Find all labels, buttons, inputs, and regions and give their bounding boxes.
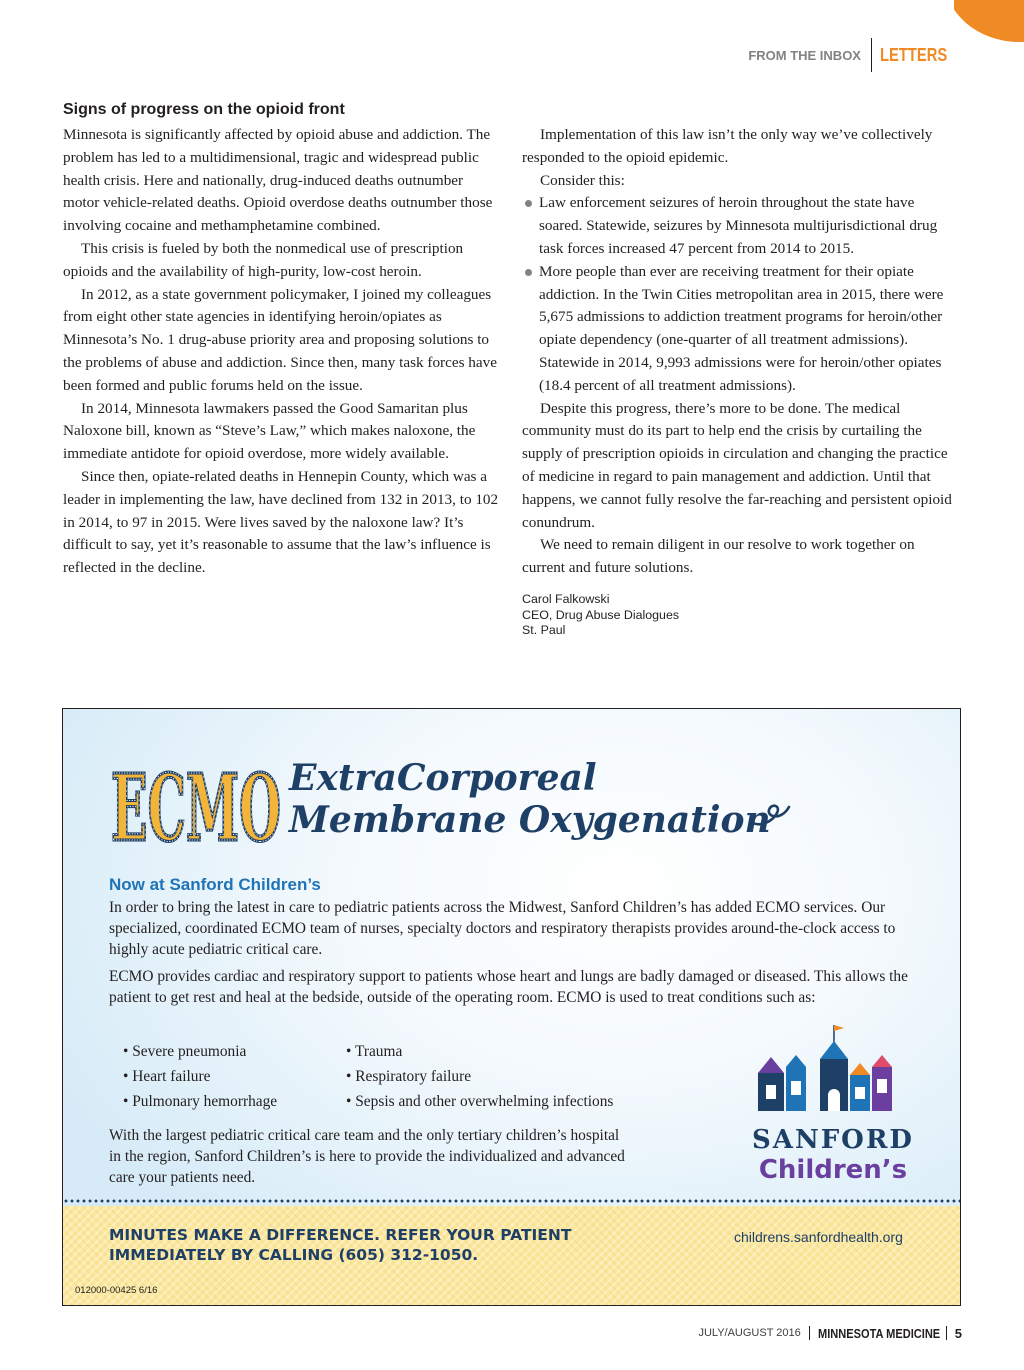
letter-paragraph: Despite this progress, there’s more to be done. The medical community must do its part to help end the crisis by curtailing the supply of prescription opioids in circulation and changing the practice of medicine in regard to pain management and addiction. Until that happens, we cannot fully resolve the far-reaching and persistent opioid conundrum. — [522, 399, 952, 531]
letter-paragraph: In 2014, Minnesota lawmakers passed the Good Samaritan plus Naloxone bill, known as “Steve’s Law,” which makes naloxone, the immediate antidote for opioid overdose, more widely available. — [63, 399, 476, 463]
ecmo-logo-text: ECMO — [111, 754, 281, 854]
cta-line: IMMEDIATELY BY CALLING (605) 312-1050. — [109, 1246, 479, 1264]
statistics-list — [522, 192, 960, 397]
letter-signature — [522, 592, 679, 639]
letter-paragraph: In 2012, as a state government policymaker, I joined my colleagues from eight other state agencies in identifying heroin/opiates as Minnesota’s No. 1 drug-abuse priority area and proposing solutions to the problems of abuse and addiction. Since then, many task forces have been formed and public forums held on the issue. — [63, 285, 497, 394]
childrens-wordmark: Children’s — [758, 1155, 908, 1185]
ecmo-advertisement — [62, 708, 961, 1306]
castle-icon — [758, 1025, 892, 1111]
footer-divider — [946, 1326, 947, 1340]
magazine-name: MINNESOTA MEDICINE — [817, 1325, 940, 1341]
corner-decoration — [954, 0, 1024, 50]
author-location: St. Paul — [522, 623, 566, 637]
list-item: • Respiratory failure — [346, 1064, 613, 1089]
ecmo-logo-graphic — [107, 754, 285, 854]
sanford-childrens-logo — [738, 1021, 928, 1186]
list-item: • Heart failure — [123, 1064, 277, 1089]
list-item: • Trauma — [346, 1039, 613, 1064]
ad-code: 012000-00425 6/16 — [75, 1285, 158, 1296]
swirl-ornament — [751, 801, 791, 831]
ecmo-logo — [107, 754, 285, 854]
author-title: CEO, Drug Abuse Dialogues — [522, 607, 680, 622]
header-divider — [871, 38, 872, 72]
call-to-action — [109, 1225, 571, 1265]
conditions-list — [123, 1039, 277, 1114]
author-name: Carol Falkowski — [522, 592, 610, 606]
headline-line: ExtraCorporeal — [289, 757, 597, 799]
conditions-list — [346, 1039, 613, 1114]
dotted-divider — [63, 1199, 960, 1203]
list-item: • Severe pneumonia — [123, 1039, 277, 1064]
page-number: 5 — [954, 1325, 962, 1341]
ad-paragraph: ECMO provides cardiac and respiratory support to patients whose heart and lungs are badly damaged or diseased. This allows the patient to get rest and heal at the bedside, outside of the operating room. ECMO is used to treat conditions such as: — [109, 968, 908, 1006]
list-item: Law enforcement seizures of heroin throughout the state have soared. Statewide, seizures by Minnesota multijurisdictional drug task forces increased 47 percent from 2014 to 2015. — [522, 192, 960, 260]
ad-paragraph: With the largest pediatric critical care team and the only tertiary children’s hospital in the region, Sanford Children’s is here to provide the individualized and advanced care your patients need. — [109, 1127, 625, 1186]
ecmo-logo-text: ECMO — [111, 754, 281, 854]
page-footer — [698, 1325, 962, 1341]
letter-column-right — [522, 124, 960, 580]
website-link[interactable]: childrens.sanfordhealth.org — [734, 1229, 903, 1245]
category-label: LETTERS — [879, 44, 948, 65]
headline-line: Membrane Oxygenation — [289, 799, 771, 841]
letter-paragraph: Consider this: — [540, 171, 625, 189]
section-label: FROM THE INBOX — [748, 47, 861, 63]
letter-column-left — [63, 124, 503, 580]
letter-paragraph: Implementation of this law isn’t the only way we’ve collectively responded to the opioid epidemic. — [522, 126, 933, 166]
letter-title: Signs of progress on the opioid front — [63, 101, 345, 118]
list-item: • Pulmonary hemorrhage — [123, 1089, 277, 1114]
letter-paragraph: Minnesota is significantly affected by opioid abuse and addiction. The problem has led to a multidimensional, tragic and widespread public health crisis. Here and nationally, drug-induced deaths outnumber motor vehicle-related deaths. Opioid overdose deaths outnumber those involving cocaine and methamphetamine combined. — [63, 126, 493, 235]
page-header — [748, 38, 962, 72]
cta-line: MINUTES MAKE A DIFFERENCE. REFER YOUR PATIENT — [109, 1226, 572, 1244]
ad-paragraph: In order to bring the latest in care to pediatric patients across the Midwest, Sanford Children’s has added ECMO services. Our specialized, coordinated ECMO team of nurses, specialty doctors and respiratory therapists provides around-the-clock access to highly acute pediatric critical care. — [109, 899, 896, 958]
list-item: More people than ever are receiving treatment for their opiate addiction. In the Twin Cities metropolitan area in 2015, there were 5,675 admissions to addiction treatment programs for heroin/other opiate dependency (one-quarter of all treatment admissions). Statewide in 2014, 9,993 admissions were for heroin/other opiates (18.4 percent of all treatment admissions). — [522, 261, 960, 398]
list-item: • Sepsis and other overwhelming infections — [346, 1089, 613, 1114]
letter-paragraph: Since then, opiate-related deaths in Hennepin County, which was a leader in implementing the law, have declined from 132 in 2013, to 102 in 2014, to 97 in 2015. Were lives saved by the naloxone law? It’s difficult to say, yet it’s reasonable to assume that the law’s influence is reflected in the decline. — [63, 467, 499, 577]
ad-subhead: Now at Sanford Children’s — [109, 875, 321, 894]
sanford-wordmark: SANFORD — [752, 1125, 914, 1155]
issue-date: JULY/AUGUST 2016 — [698, 1327, 801, 1339]
letter-paragraph: We need to remain diligent in our resolve to work together on current and future solutions. — [522, 536, 915, 577]
footer-divider — [809, 1326, 810, 1340]
letter-paragraph: This crisis is fueled by both the nonmedical use of prescription opioids and the availability of high-purity, low-cost heroin. — [63, 239, 464, 280]
ad-headline — [289, 757, 771, 841]
